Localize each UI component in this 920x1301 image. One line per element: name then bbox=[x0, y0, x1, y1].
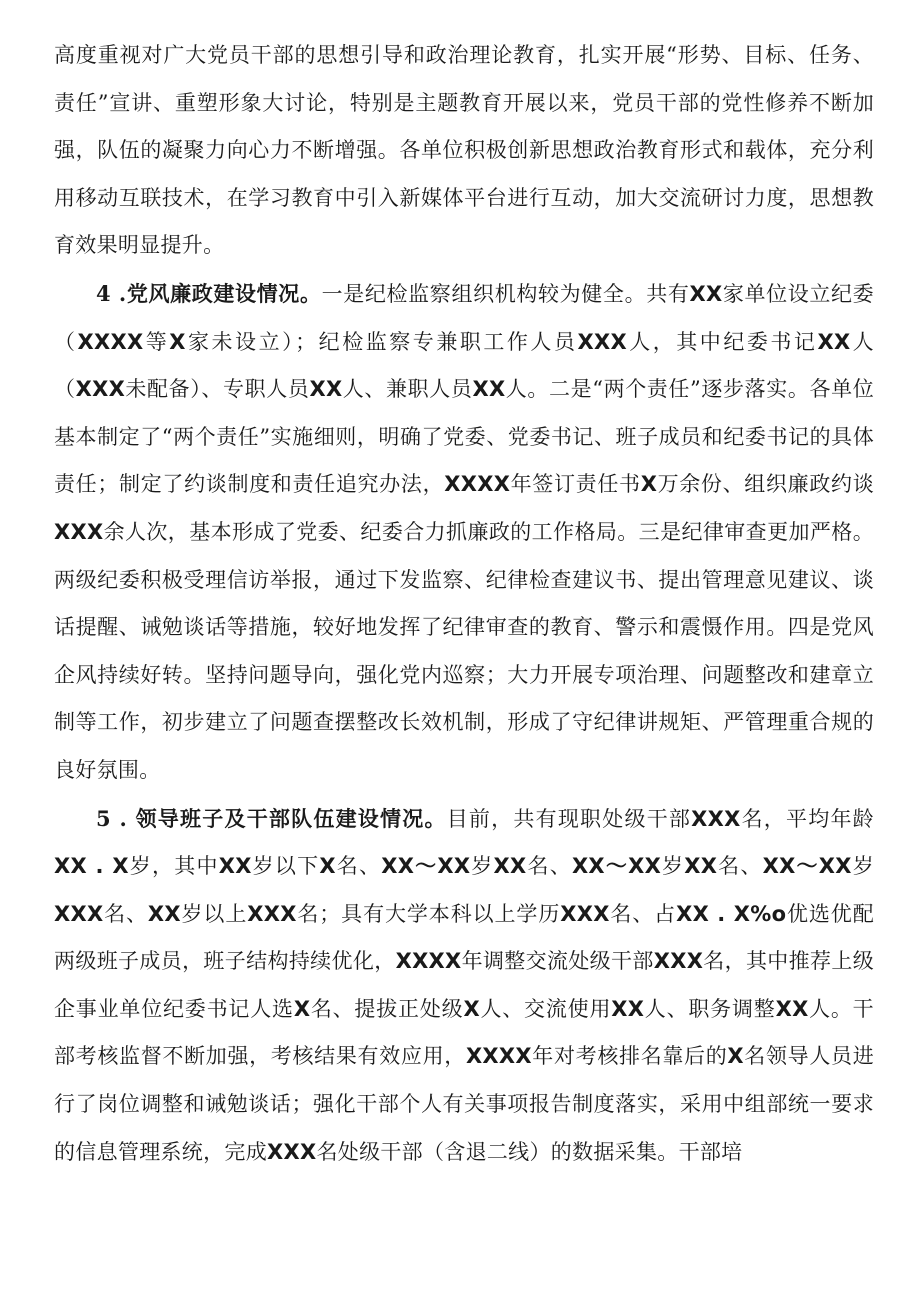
placeholder-value: XXXX bbox=[444, 472, 511, 497]
placeholder-value: XXXX bbox=[465, 1044, 532, 1069]
body-text: 岁 bbox=[470, 854, 494, 879]
body-text: 人。二是“两个责任”逐步落实。各单位基本制定了“两个责任”实施细则，明确了党委、党委书记、班子成员和纪委书记的具体责任；制定了约谈制度和责任追究办法， bbox=[54, 377, 874, 497]
placeholder-value: XX bbox=[817, 329, 851, 354]
placeholder-value: X bbox=[640, 472, 658, 497]
body-text: 名、 bbox=[103, 901, 148, 926]
body-text: 名，平均年龄 bbox=[740, 806, 874, 831]
section-heading: 5 . 领导班子及干部队伍建设情况。 bbox=[96, 805, 447, 831]
placeholder-value: XX～XX bbox=[381, 854, 471, 879]
body-text: 名；具有大学本科以上学历 bbox=[296, 901, 561, 926]
placeholder-value: XXX bbox=[267, 1139, 317, 1164]
document-body bbox=[54, 32, 874, 1176]
placeholder-value: XXX bbox=[54, 519, 104, 544]
body-text: 名，其中推荐上级企事业单位纪委书记人选 bbox=[54, 949, 875, 1021]
body-text: 人、兼职人员 bbox=[342, 377, 473, 402]
body-text: 家未设立）；纪检监察专兼职工作人员 bbox=[185, 329, 578, 354]
placeholder-value: XX bbox=[684, 854, 718, 879]
body-text: 家单位设立纪委（ bbox=[54, 281, 874, 354]
placeholder-value: XXX bbox=[54, 901, 104, 926]
body-text: 人（ bbox=[54, 329, 874, 402]
placeholder-value: XX bbox=[493, 854, 527, 879]
placeholder-value: XX bbox=[147, 901, 181, 926]
placeholder-value: XXX bbox=[577, 329, 627, 354]
body-text: 人、职务调整 bbox=[644, 996, 776, 1021]
body-text: 等 bbox=[143, 329, 170, 354]
body-text: 名领导人员进行了岗位调整和诫勉谈话；强化干部个人有关事项报告制度落实，采用中组部统一要求的信息管理系统，完成 bbox=[54, 1044, 875, 1164]
body-text: 人。干部考核监督不断加强，考核结果有效应用， bbox=[54, 996, 874, 1069]
body-text: 人、交流使用 bbox=[479, 996, 612, 1021]
placeholder-value: XX～XX bbox=[571, 854, 662, 879]
body-text: 名、 bbox=[526, 854, 572, 879]
body-text: 人，其中纪委书记 bbox=[626, 329, 818, 354]
placeholder-value: XX～XX bbox=[762, 854, 852, 879]
body-text: 余人次，基本形成了党委、纪委合力抓廉政的工作格局。三是纪律审查更加严格。两级纪委积极受理信访举报，通过下发监察、纪律检查建议书、提出管理意见建议、谈话提醒、诫勉谈话等措施，较好地发挥了纪律审查的教育、警示和震慑作用。四是党风企风持续好转。坚持问题导向，强化党内巡察；大力开展专项治理、问题整改和建章立制等工作，初步建立了问题查摆整改长效机制，形成了守纪律讲规矩、严管理重合规的良好氛围。 bbox=[54, 519, 874, 782]
body-text: 优选优配两级班子成员，班子结构持续优化， bbox=[54, 901, 874, 974]
placeholder-value: XX bbox=[689, 281, 723, 306]
placeholder-value: XX . X%o bbox=[676, 901, 787, 926]
placeholder-value: XXX bbox=[75, 377, 126, 402]
body-text: 名、 bbox=[335, 854, 382, 879]
body-text: 名、提拔正处级 bbox=[310, 996, 464, 1021]
body-text: 目前，共有现职处级干部 bbox=[446, 806, 692, 831]
body-text: 年调整交流处级干部 bbox=[461, 949, 654, 974]
body-text: 高度重视对广大党员干部的思想引导和政治理论教育，扎实开展“形势、目标、任务、责任”宣讲、重塑形象大讨论，特别是主题教育开展以来，党员干部的党性修养不断加强，队伍的凝聚力向心力不断增强。各单位积极创新思想政治教育形式和载体，充分利用移动互联技术，在学习教育中引入新媒体平台进行互动，加大交流研讨力度，思想教育效果明显提升。 bbox=[54, 43, 874, 258]
placeholder-value: XX . X bbox=[54, 854, 129, 879]
placeholder-value: XXX bbox=[691, 806, 741, 831]
placeholder-value: X bbox=[319, 854, 336, 879]
placeholder-value: XXX bbox=[653, 949, 704, 974]
paragraph-2 bbox=[54, 270, 874, 795]
placeholder-value: X bbox=[293, 996, 311, 1021]
placeholder-value: XXXX bbox=[395, 949, 462, 974]
body-text: 名处级干部（含退二线）的数据采集。干部培 bbox=[316, 1139, 743, 1164]
body-text: 一是纪检监察组织机构较为健全。共有 bbox=[321, 281, 690, 306]
placeholder-value: X bbox=[463, 996, 480, 1021]
placeholder-value: XX bbox=[309, 377, 343, 402]
placeholder-value: X bbox=[169, 329, 186, 354]
placeholder-value: XX bbox=[218, 854, 252, 879]
placeholder-value: XXXX bbox=[77, 329, 144, 354]
placeholder-value: XX bbox=[775, 996, 809, 1021]
body-text: 名、占 bbox=[609, 901, 677, 926]
placeholder-value: XXX bbox=[247, 901, 297, 926]
section-heading: 4 .党风廉政建设情况。 bbox=[96, 280, 322, 306]
paragraph-1 bbox=[54, 32, 874, 270]
placeholder-value: XXX bbox=[560, 901, 610, 926]
body-text: 名、 bbox=[717, 854, 763, 879]
body-text: 岁以下 bbox=[251, 854, 320, 879]
placeholder-value: XX bbox=[611, 996, 645, 1021]
body-text: 万余份、组织廉政约谈 bbox=[657, 472, 874, 497]
placeholder-value: X bbox=[727, 1044, 744, 1069]
body-text: 岁 bbox=[851, 854, 875, 879]
body-text: 未配备）、专职人员 bbox=[125, 377, 310, 402]
placeholder-value: XX bbox=[472, 377, 506, 402]
body-text: 岁 bbox=[661, 854, 685, 879]
body-text: 岁以上 bbox=[180, 901, 248, 926]
paragraph-3 bbox=[54, 795, 874, 1177]
body-text: 年签订责任书 bbox=[510, 472, 641, 497]
body-text: 岁，其中 bbox=[128, 854, 219, 879]
body-text: 年对考核排名靠后的 bbox=[531, 1044, 728, 1069]
